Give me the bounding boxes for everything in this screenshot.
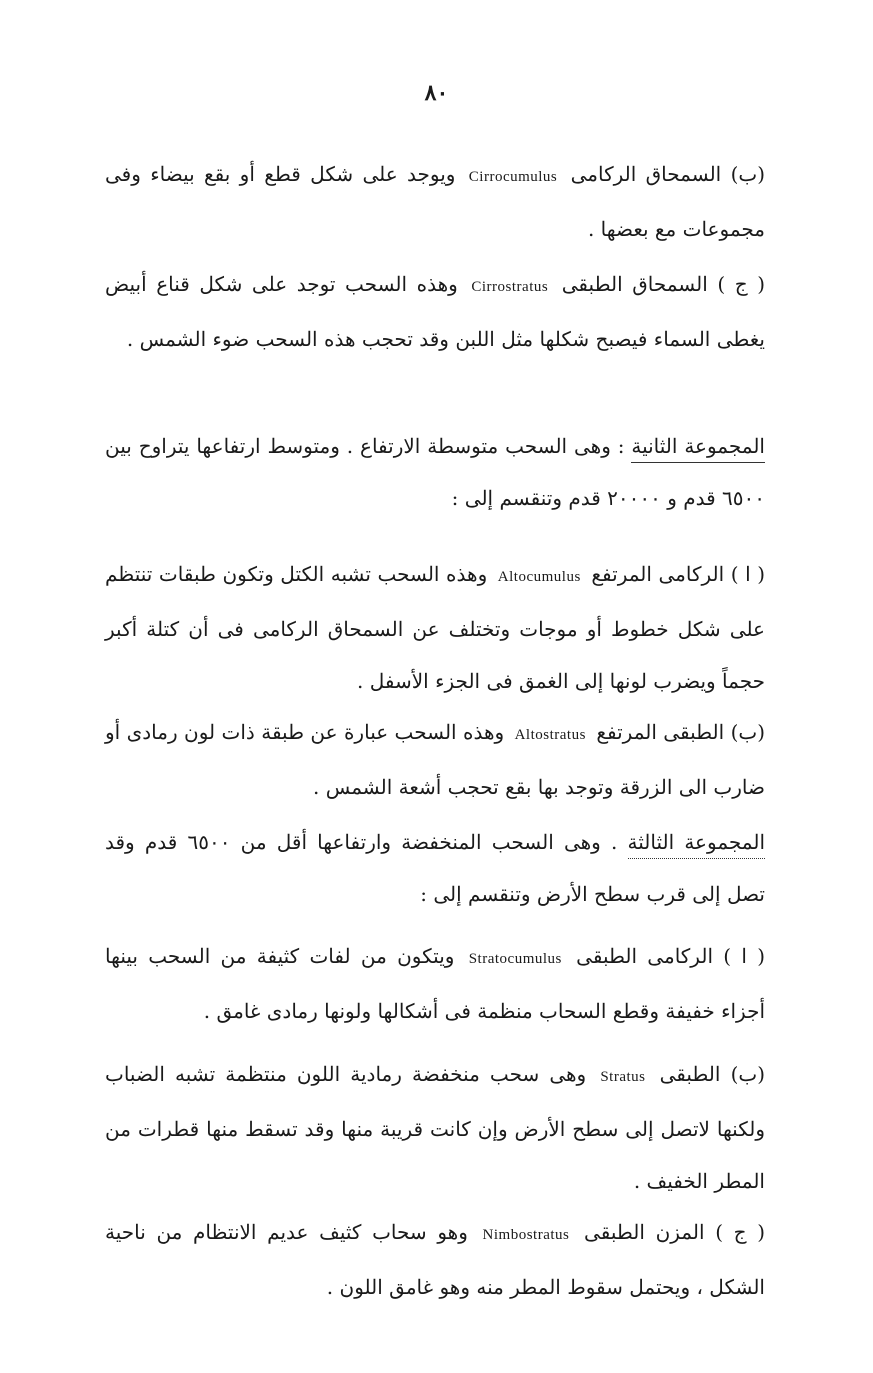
paragraph-text: ويوجد على شكل قطع أو بقع بيضاء وفى مجموعات مع بعضها . bbox=[105, 162, 765, 241]
term-arabic: المزن الطبقى bbox=[584, 1220, 705, 1244]
term-latin: Nimbostratus bbox=[482, 1227, 570, 1243]
term-latin: Altostratus bbox=[514, 727, 586, 743]
paragraph-text: وهذه السحب توجد على شكل قناع أبيض يغطى السماء فيصبح شكلها مثل اللبن وقد تحجب هذه السحب ضوء الشمس . bbox=[105, 272, 765, 351]
term-latin: Cirrostratus bbox=[471, 279, 549, 295]
paragraph-group-three bbox=[105, 816, 765, 920]
term-latin: Stratus bbox=[600, 1069, 646, 1085]
paragraph-cirrocumulus bbox=[105, 148, 765, 255]
term-arabic: الركامى المرتفع bbox=[591, 562, 725, 586]
term-arabic: الطبقى المرتفع bbox=[596, 720, 725, 744]
term-arabic: السمحاق الركامى bbox=[570, 162, 722, 186]
item-marker: ( ج ) bbox=[715, 1220, 766, 1244]
paragraph-nimbostratus bbox=[105, 1206, 765, 1313]
group-heading: المجموعة الثالثة bbox=[628, 830, 765, 859]
paragraph-stratocumulus bbox=[105, 930, 765, 1037]
item-marker: ( ا ) bbox=[723, 944, 765, 968]
item-marker: (ب) bbox=[730, 1062, 765, 1086]
term-latin: Altocumulus bbox=[497, 569, 581, 585]
paragraph-cirrostratus bbox=[105, 258, 765, 365]
paragraph-text: ويتكون من لفات كثيفة من السحب بينها أجزاء خفيفة وقطع السحاب منظمة فى أشكالها ولونها رمادى غامق . bbox=[105, 944, 765, 1023]
term-latin: Cirrocumulus bbox=[468, 169, 558, 185]
paragraph-text: وهى سحب منخفضة رمادية اللون منتظمة تشبه الضباب ولكنها لاتصل إلى سطح الأرض وإن كانت قريبة منها وقد تسقط منها قطرات من المطر الخفيف . bbox=[105, 1062, 765, 1193]
paragraph-group-two bbox=[105, 420, 765, 524]
paragraph-text: وهذه السحب تشبه الكتل وتكون طبقات تنتظم على شكل خطوط أو موجات وتختلف عن السمحاق الركامى فى أن كتلة أكبر حجماً ويضرب لونها إلى الغمق فى الجزء الأسفل . bbox=[105, 562, 765, 693]
item-marker: (ب) bbox=[730, 162, 766, 186]
item-marker: (ب) bbox=[730, 720, 766, 744]
paragraph-altostratus bbox=[105, 706, 765, 813]
item-marker: ( ا ) bbox=[730, 562, 766, 586]
page-number: ٨٠ bbox=[424, 80, 449, 106]
term-arabic: الطبقى bbox=[659, 1062, 721, 1086]
item-marker: ( ج ) bbox=[717, 272, 765, 296]
group-heading: المجموعة الثانية bbox=[631, 434, 765, 463]
paragraph-text: : وهى السحب متوسطة الارتفاع . ومتوسط ارتفاعها يتراوح بين ٦٥٠٠ قدم و ٢٠٠٠٠ قدم وتنقسم إلى : bbox=[105, 434, 765, 510]
paragraph-text: وهذه السحب عبارة عن طبقة ذات لون رمادى أو ضارب الى الزرقة وتوجد بها بقع تحجب أشعة الشمس . bbox=[105, 720, 765, 799]
term-latin: Stratocumulus bbox=[468, 951, 562, 967]
paragraph-text: وهو سحاب كثيف عديم الانتظام من ناحية الشكل ، ويحتمل سقوط المطر منه وهو غامق اللون . bbox=[105, 1220, 765, 1299]
paragraph-text: . وهى السحب المنخفضة وارتفاعها أقل من ٦٥٠٠ قدم وقد تصل إلى قرب سطح الأرض وتنقسم إلى : bbox=[105, 830, 765, 906]
term-arabic: الركامى الطبقى bbox=[576, 944, 713, 968]
term-arabic: السمحاق الطبقى bbox=[561, 272, 708, 296]
paragraph-stratus bbox=[105, 1048, 765, 1207]
paragraph-altocumulus bbox=[105, 548, 765, 707]
